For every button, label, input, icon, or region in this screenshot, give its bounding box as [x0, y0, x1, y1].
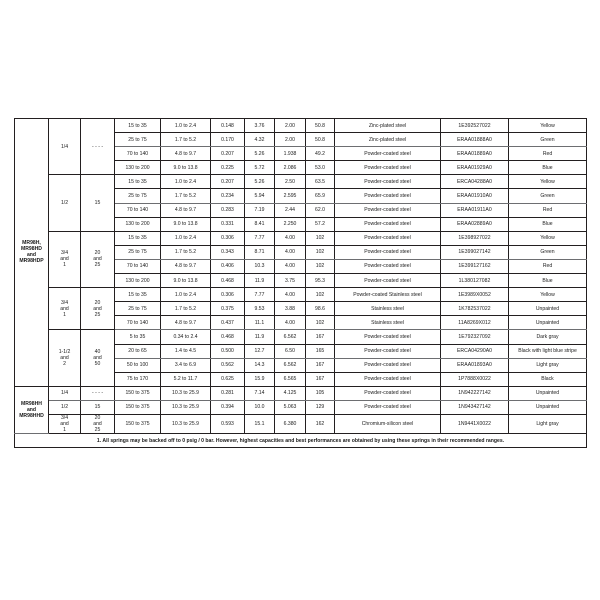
outside-diameter-inches-cell: 4.00 [275, 231, 306, 245]
table-row [15, 330, 587, 344]
color-cell: Blue [509, 161, 587, 175]
wire-diameter-mm-cell: 14.3 [245, 358, 275, 372]
color-cell: Unpainted [509, 316, 587, 330]
footnote-row [15, 433, 587, 447]
range-psig-cell: 25 to 75 [115, 133, 161, 147]
part-number-cell: ERAA01888A0 [441, 133, 509, 147]
material-cell: Powder-coated steel [335, 245, 441, 259]
outside-diameter-mm-cell: 102 [306, 316, 335, 330]
range-psig-cell: 5 to 35 [115, 330, 161, 344]
material-cell: Powder-coated steel [335, 386, 441, 400]
range-psig-cell: 50 to 100 [115, 358, 161, 372]
outside-diameter-mm-cell: 129 [306, 400, 335, 414]
material-cell: Zinc-plated steel [335, 133, 441, 147]
outside-diameter-inches-cell: 1.938 [275, 147, 306, 161]
range-psig-cell: 70 to 140 [115, 147, 161, 161]
outside-diameter-inches-cell: 3.75 [275, 274, 306, 288]
material-cell: Powder-coated steel [335, 372, 441, 386]
wire-diameter-inches-cell: 0.468 [211, 274, 245, 288]
range-bar-cell: 1.7 to 5.2 [161, 189, 211, 203]
wire-diameter-mm-cell: 7.77 [245, 288, 275, 302]
wire-diameter-inches-cell: 0.306 [211, 231, 245, 245]
outside-diameter-inches-cell: 6.562 [275, 330, 306, 344]
part-number-cell: ERAA01889A0 [441, 147, 509, 161]
wire-diameter-mm-cell: 8.71 [245, 245, 275, 259]
material-cell: Powder-coated steel [335, 189, 441, 203]
wire-diameter-mm-cell: 5.26 [245, 175, 275, 189]
wire-diameter-mm-cell: 10.3 [245, 259, 275, 273]
wire-diameter-inches-cell: 0.394 [211, 400, 245, 414]
outside-diameter-mm-cell: 53.0 [306, 161, 335, 175]
wire-diameter-inches-cell: 0.207 [211, 147, 245, 161]
footnote-text: 1. All springs may be backed off to 0 psig / 0 bar. However, highest capacities and best performances are obtained by using these springs in their recommended ranges. [15, 433, 587, 447]
material-cell: Powder-coated steel [335, 161, 441, 175]
model-name-cell: MR98H, MR98HD and MR98HDP [15, 119, 49, 387]
table-row [15, 386, 587, 400]
wire-diameter-mm-cell: 11.1 [245, 316, 275, 330]
material-cell: Stainless steel [335, 316, 441, 330]
body-size-mm-cell: 15 [81, 175, 115, 231]
wire-diameter-mm-cell: 8.41 [245, 217, 275, 231]
range-psig-cell: 150 to 375 [115, 414, 161, 433]
material-cell: Powder-coated steel [335, 400, 441, 414]
table-row [15, 231, 587, 245]
color-cell: Light gray [509, 414, 587, 433]
wire-diameter-inches-cell: 0.593 [211, 414, 245, 433]
wire-diameter-inches-cell: 0.625 [211, 372, 245, 386]
outside-diameter-mm-cell: 49.2 [306, 147, 335, 161]
body-size-inches-cell: 1/2 [49, 175, 81, 231]
outside-diameter-inches-cell: 4.00 [275, 316, 306, 330]
range-bar-cell: 10.3 to 25.9 [161, 414, 211, 433]
range-psig-cell: 130 to 200 [115, 161, 161, 175]
wire-diameter-inches-cell: 0.281 [211, 386, 245, 400]
range-psig-cell: 70 to 140 [115, 316, 161, 330]
outside-diameter-mm-cell: 102 [306, 231, 335, 245]
outside-diameter-mm-cell: 57.2 [306, 217, 335, 231]
wire-diameter-mm-cell: 5.94 [245, 189, 275, 203]
range-psig-cell: 15 to 35 [115, 288, 161, 302]
color-cell: Yellow [509, 119, 587, 133]
material-cell: Stainless steel [335, 302, 441, 316]
outside-diameter-inches-cell: 2.00 [275, 119, 306, 133]
color-cell: Yellow [509, 288, 587, 302]
range-psig-cell: 75 to 170 [115, 372, 161, 386]
range-psig-cell: 15 to 35 [115, 119, 161, 133]
range-psig-cell: 130 to 200 [115, 217, 161, 231]
body-size-mm-cell: 15 [81, 400, 115, 414]
wire-diameter-mm-cell: 10.0 [245, 400, 275, 414]
wire-diameter-inches-cell: 0.468 [211, 330, 245, 344]
color-cell: Red [509, 203, 587, 217]
spring-specification-table [14, 118, 587, 448]
wire-diameter-inches-cell: 0.331 [211, 217, 245, 231]
wire-diameter-inches-cell: 0.170 [211, 133, 245, 147]
color-cell: Blue [509, 274, 587, 288]
color-cell: Black [509, 372, 587, 386]
wire-diameter-mm-cell: 3.76 [245, 119, 275, 133]
wire-diameter-mm-cell: 5.26 [245, 147, 275, 161]
wire-diameter-inches-cell: 0.148 [211, 119, 245, 133]
table-row [15, 119, 587, 133]
wire-diameter-inches-cell: 0.207 [211, 175, 245, 189]
wire-diameter-inches-cell: 0.283 [211, 203, 245, 217]
table-row [15, 414, 587, 433]
range-bar-cell: 1.7 to 5.2 [161, 245, 211, 259]
part-number-cell: 1N942227142 [441, 386, 509, 400]
part-number-cell: ERCA04288A0 [441, 175, 509, 189]
outside-diameter-inches-cell: 3.88 [275, 302, 306, 316]
color-cell: Yellow [509, 231, 587, 245]
body-size-inches-cell: 3/4 and 1 [49, 288, 81, 330]
material-cell: Powder-coated steel [335, 175, 441, 189]
range-bar-cell: 10.3 to 25.9 [161, 400, 211, 414]
wire-diameter-mm-cell: 15.9 [245, 372, 275, 386]
body-size-inches-cell: 1/4 [49, 386, 81, 400]
range-psig-cell: 20 to 65 [115, 344, 161, 358]
range-psig-cell: 150 to 375 [115, 386, 161, 400]
range-bar-cell: 4.8 to 9.7 [161, 147, 211, 161]
color-cell: Unpainted [509, 400, 587, 414]
outside-diameter-mm-cell: 165 [306, 344, 335, 358]
range-psig-cell: 25 to 75 [115, 189, 161, 203]
part-number-cell: 1P7888X0022 [441, 372, 509, 386]
wire-diameter-inches-cell: 0.406 [211, 259, 245, 273]
body-size-mm-cell: 40 and 50 [81, 330, 115, 386]
table-row [15, 288, 587, 302]
outside-diameter-mm-cell: 167 [306, 372, 335, 386]
body-size-mm-cell: 20 and 25 [81, 414, 115, 433]
outside-diameter-mm-cell: 162 [306, 414, 335, 433]
part-number-cell: ERAA02889A0 [441, 217, 509, 231]
wire-diameter-mm-cell: 7.77 [245, 231, 275, 245]
material-cell: Powder-coated Stainless steel [335, 288, 441, 302]
range-bar-cell: 1.0 to 2.4 [161, 231, 211, 245]
table-row [15, 175, 587, 189]
color-cell: Dark gray [509, 330, 587, 344]
wire-diameter-inches-cell: 0.225 [211, 161, 245, 175]
outside-diameter-inches-cell: 6.562 [275, 358, 306, 372]
range-bar-cell: 9.0 to 13.8 [161, 274, 211, 288]
outside-diameter-inches-cell: 2.44 [275, 203, 306, 217]
body-size-inches-cell: 1/4 [49, 119, 81, 175]
wire-diameter-mm-cell: 7.19 [245, 203, 275, 217]
wire-diameter-inches-cell: 0.343 [211, 245, 245, 259]
range-bar-cell: 1.7 to 5.2 [161, 302, 211, 316]
outside-diameter-inches-cell: 2.00 [275, 133, 306, 147]
wire-diameter-mm-cell: 15.1 [245, 414, 275, 433]
part-number-cell: 1E398927022 [441, 231, 509, 245]
material-cell: Powder-coated steel [335, 358, 441, 372]
outside-diameter-inches-cell: 2.50 [275, 175, 306, 189]
range-psig-cell: 70 to 140 [115, 259, 161, 273]
range-psig-cell: 130 to 200 [115, 274, 161, 288]
wire-diameter-inches-cell: 0.500 [211, 344, 245, 358]
color-cell: Unpainted [509, 386, 587, 400]
part-number-cell: 1E3989X0052 [441, 288, 509, 302]
color-cell: Unpainted [509, 302, 587, 316]
body-size-mm-cell: 20 and 25 [81, 288, 115, 330]
wire-diameter-mm-cell: 11.9 [245, 274, 275, 288]
range-psig-cell: 25 to 75 [115, 245, 161, 259]
wire-diameter-mm-cell: 7.14 [245, 386, 275, 400]
range-bar-cell: 4.8 to 9.7 [161, 316, 211, 330]
color-cell: Yellow [509, 175, 587, 189]
wire-diameter-inches-cell: 0.375 [211, 302, 245, 316]
range-psig-cell: 70 to 140 [115, 203, 161, 217]
color-cell: Green [509, 189, 587, 203]
wire-diameter-mm-cell: 4.32 [245, 133, 275, 147]
outside-diameter-inches-cell: 6.380 [275, 414, 306, 433]
outside-diameter-inches-cell: 2.595 [275, 189, 306, 203]
material-cell: Powder-coated steel [335, 274, 441, 288]
part-number-cell: 1E399027142 [441, 245, 509, 259]
part-number-cell: 1N943427142 [441, 400, 509, 414]
color-cell: Light gray [509, 358, 587, 372]
outside-diameter-mm-cell: 62.0 [306, 203, 335, 217]
wire-diameter-mm-cell: 11.9 [245, 330, 275, 344]
range-psig-cell: 150 to 375 [115, 400, 161, 414]
outside-diameter-mm-cell: 98.6 [306, 302, 335, 316]
outside-diameter-mm-cell: 102 [306, 259, 335, 273]
wire-diameter-mm-cell: 12.7 [245, 344, 275, 358]
wire-diameter-inches-cell: 0.437 [211, 316, 245, 330]
outside-diameter-mm-cell: 105 [306, 386, 335, 400]
part-number-cell: ERCA04290A0 [441, 344, 509, 358]
outside-diameter-mm-cell: 95.3 [306, 274, 335, 288]
range-psig-cell: 25 to 75 [115, 302, 161, 316]
table-row [15, 400, 587, 414]
material-cell: Powder-coated steel [335, 231, 441, 245]
outside-diameter-mm-cell: 102 [306, 245, 335, 259]
outside-diameter-inches-cell: 6.50 [275, 344, 306, 358]
part-number-cell: 1N9441X0022 [441, 414, 509, 433]
color-cell: Red [509, 259, 587, 273]
material-cell: Zinc-plated steel [335, 119, 441, 133]
wire-diameter-mm-cell: 9.53 [245, 302, 275, 316]
part-number-cell: ERAA01893A0 [441, 358, 509, 372]
spec-table-body [15, 119, 587, 448]
wire-diameter-mm-cell: 5.72 [245, 161, 275, 175]
range-bar-cell: 3.4 to 6.9 [161, 358, 211, 372]
body-size-mm-cell: 20 and 25 [81, 231, 115, 287]
range-bar-cell: 5.2 to 11.7 [161, 372, 211, 386]
material-cell: Powder-coated steel [335, 344, 441, 358]
color-cell: Red [509, 147, 587, 161]
range-psig-cell: 15 to 35 [115, 231, 161, 245]
part-number-cell: 11A8269X012 [441, 316, 509, 330]
body-size-inches-cell: 3/4 and 1 [49, 414, 81, 433]
outside-diameter-inches-cell: 2.250 [275, 217, 306, 231]
range-bar-cell: 10.3 to 25.9 [161, 386, 211, 400]
material-cell: Powder-coated steel [335, 259, 441, 273]
outside-diameter-mm-cell: 102 [306, 288, 335, 302]
part-number-cell: 1E392527022 [441, 119, 509, 133]
part-number-cell: 1L380127082 [441, 274, 509, 288]
outside-diameter-inches-cell: 2.086 [275, 161, 306, 175]
wire-diameter-inches-cell: 0.306 [211, 288, 245, 302]
outside-diameter-mm-cell: 50.8 [306, 119, 335, 133]
outside-diameter-inches-cell: 4.00 [275, 288, 306, 302]
outside-diameter-mm-cell: 167 [306, 358, 335, 372]
wire-diameter-inches-cell: 0.562 [211, 358, 245, 372]
part-number-cell: ERAA01911A0 [441, 203, 509, 217]
part-number-cell: 1K782537022 [441, 302, 509, 316]
color-cell: Green [509, 133, 587, 147]
outside-diameter-mm-cell: 65.9 [306, 189, 335, 203]
material-cell: Chromium-silicon steel [335, 414, 441, 433]
range-bar-cell: 9.0 to 13.8 [161, 161, 211, 175]
outside-diameter-mm-cell: 50.8 [306, 133, 335, 147]
outside-diameter-mm-cell: 167 [306, 330, 335, 344]
part-number-cell: ERAA01910A0 [441, 189, 509, 203]
outside-diameter-inches-cell: 4.00 [275, 245, 306, 259]
range-bar-cell: 9.0 to 13.8 [161, 217, 211, 231]
color-cell: Blue [509, 217, 587, 231]
body-size-inches-cell: 1/2 [49, 400, 81, 414]
range-bar-cell: 1.0 to 2.4 [161, 119, 211, 133]
body-size-mm-cell: - - - - [81, 119, 115, 175]
body-size-mm-cell: - - - - [81, 386, 115, 400]
part-number-cell: ERAA01929A0 [441, 161, 509, 175]
part-number-cell: 1E792327092 [441, 330, 509, 344]
material-cell: Powder-coated steel [335, 330, 441, 344]
color-cell: Green [509, 245, 587, 259]
range-bar-cell: 1.4 to 4.5 [161, 344, 211, 358]
body-size-inches-cell: 1-1/2 and 2 [49, 330, 81, 386]
outside-diameter-inches-cell: 5.063 [275, 400, 306, 414]
range-psig-cell: 15 to 35 [115, 175, 161, 189]
material-cell: Powder-coated steel [335, 217, 441, 231]
wire-diameter-inches-cell: 0.234 [211, 189, 245, 203]
range-bar-cell: 0.34 to 2.4 [161, 330, 211, 344]
range-bar-cell: 1.0 to 2.4 [161, 175, 211, 189]
outside-diameter-mm-cell: 63.5 [306, 175, 335, 189]
range-bar-cell: 4.8 to 9.7 [161, 203, 211, 217]
material-cell: Powder-coated steel [335, 147, 441, 161]
model-name-cell: MR98HH and MR98HHD [15, 386, 49, 433]
color-cell: Black with light blue stripe [509, 344, 587, 358]
outside-diameter-inches-cell: 6.565 [275, 372, 306, 386]
outside-diameter-inches-cell: 4.00 [275, 259, 306, 273]
outside-diameter-inches-cell: 4.125 [275, 386, 306, 400]
body-size-inches-cell: 3/4 and 1 [49, 231, 81, 287]
part-number-cell: 1E399127162 [441, 259, 509, 273]
range-bar-cell: 4.8 to 9.7 [161, 259, 211, 273]
spring-specification-table-wrapper [14, 118, 586, 448]
range-bar-cell: 1.0 to 2.4 [161, 288, 211, 302]
material-cell: Powder-coated steel [335, 203, 441, 217]
range-bar-cell: 1.7 to 5.2 [161, 133, 211, 147]
